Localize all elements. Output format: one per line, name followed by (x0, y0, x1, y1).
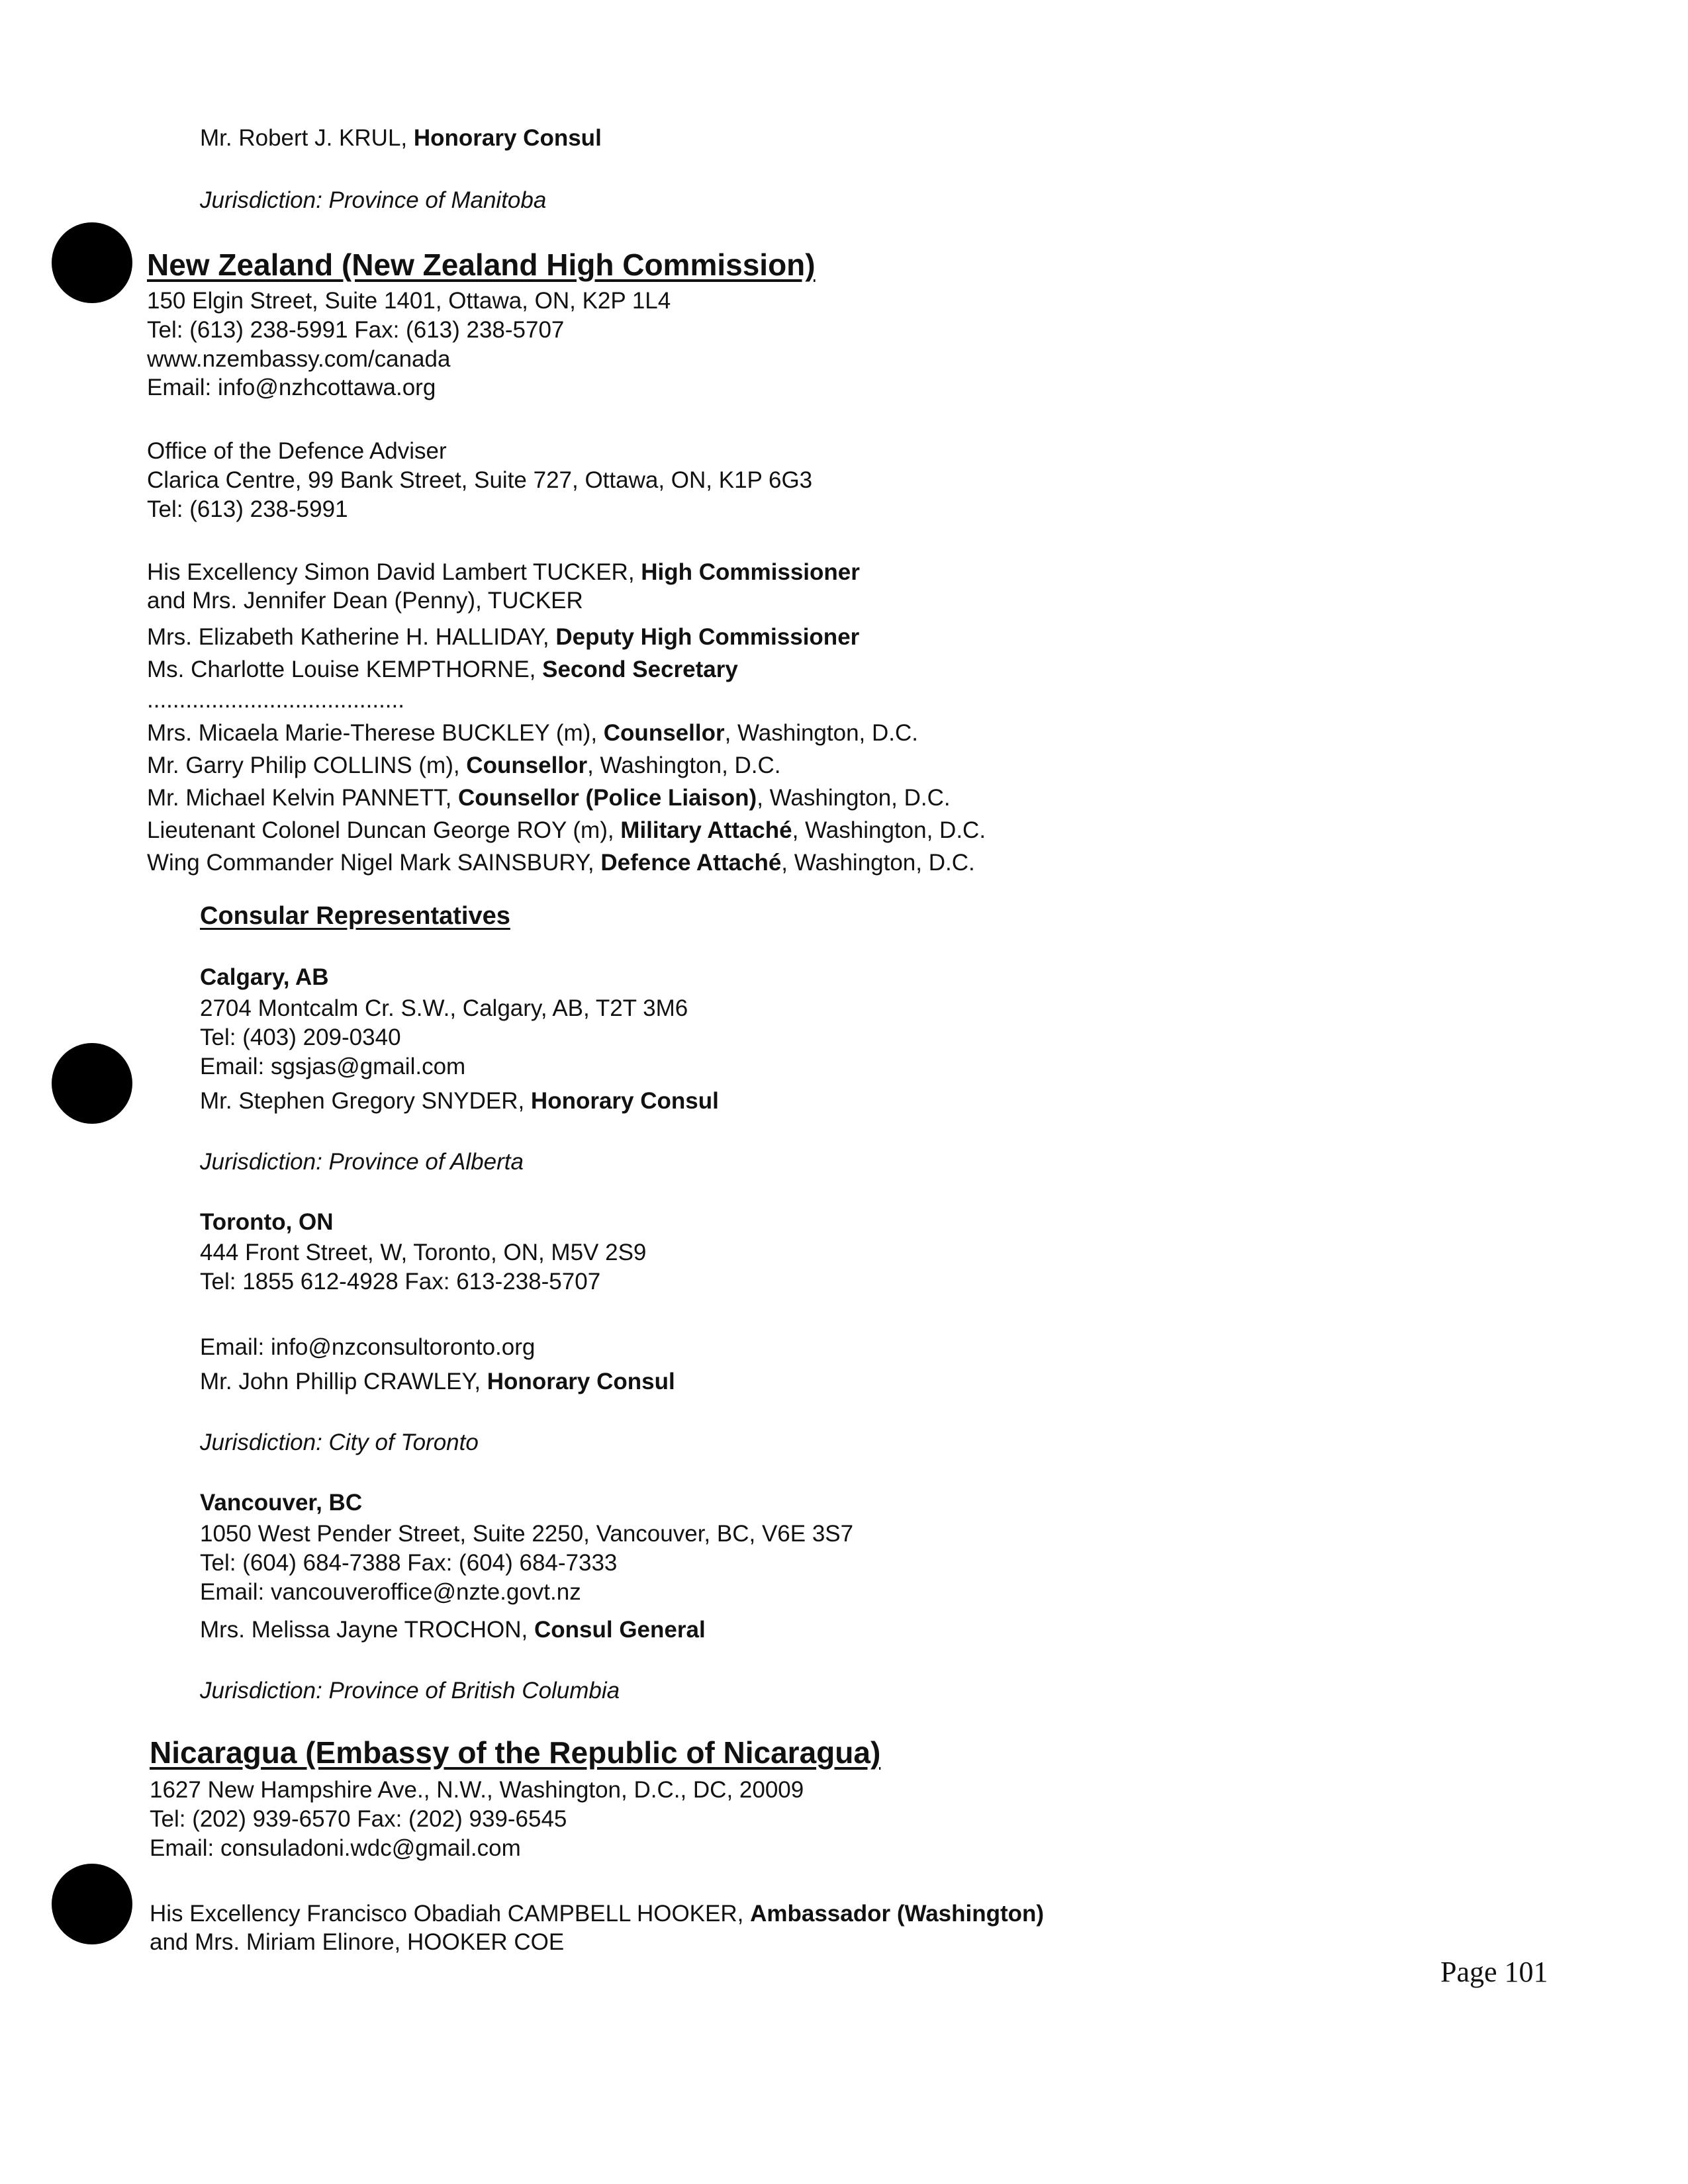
consulate-jurisdiction: Jurisdiction: Province of Alberta (200, 1149, 524, 1175)
phone-line: Tel: (403) 209-0340 (200, 1024, 401, 1050)
staff-name: Mrs. Elizabeth Katherine H. HALLIDAY, (147, 624, 556, 650)
staff-name: Mrs. Micaela Marie-Therese BUCKLEY (m), (147, 720, 604, 746)
phone-line: Tel: (202) 939-6570 Fax: (202) 939-6545 (150, 1805, 567, 1832)
separator-dots: ........................................ (147, 687, 404, 713)
staff-location: , Washington, D.C. (587, 752, 781, 778)
staff-location: , Washington, D.C. (792, 817, 986, 843)
nicaragua-heading: Nicaragua (Embassy of the Republic of Nicaragua) (150, 1735, 881, 1770)
consul-line (200, 1367, 675, 1396)
consul-line (200, 1087, 719, 1116)
website-link[interactable]: www.nzembassy.com/canada (147, 345, 451, 372)
staff-title: Ambassador (Washington) (750, 1901, 1045, 1927)
consulate-jurisdiction: Jurisdiction: City of Toronto (200, 1430, 479, 1455)
consulate-jurisdiction: Jurisdiction: Province of British Columbia (200, 1678, 620, 1704)
top-person-title: Honorary Consul (413, 125, 602, 151)
staff-name: Mr. Michael Kelvin PANNETT, (147, 785, 459, 811)
staff-title: Defence Attaché (600, 850, 782, 876)
address-line: 2704 Montcalm Cr. S.W., Calgary, AB, T2T 3M6 (200, 995, 688, 1021)
staff-line (147, 623, 859, 652)
defence-office (147, 437, 812, 523)
consular-representatives-heading: Consular Representatives (200, 902, 510, 930)
address-line: Tel: (613) 238-5991 Fax: (613) 238-5707 (147, 316, 565, 343)
staff-location: , Washington, D.C. (781, 850, 975, 876)
phone-line: Tel: (604) 684-7388 Fax: (604) 684-7333 (200, 1549, 618, 1576)
top-person-line (200, 124, 602, 153)
consulate-contact (200, 1238, 646, 1297)
staff-name: Wing Commander Nigel Mark SAINSBURY, (147, 850, 601, 876)
top-jurisdiction: Jurisdiction: Province of Manitoba (200, 187, 547, 213)
email-link[interactable]: Email: consuladoni.wdc@gmail.com (150, 1835, 521, 1861)
staff-location: , Washington, D.C. (724, 720, 919, 746)
consul-name: Mr. John Phillip CRAWLEY, (200, 1369, 487, 1394)
staff-name: and Mrs. Miriam Elinore, HOOKER COE (150, 1929, 565, 1955)
consulate-contact (200, 1520, 853, 1606)
staff-line (147, 655, 738, 684)
staff-name: His Excellency Simon David Lambert TUCKER, (147, 559, 641, 585)
staff-spouse-line (150, 1928, 564, 1957)
consulate-contact (200, 994, 688, 1081)
page-number: Page 101 (1440, 1956, 1548, 1988)
address-line: Clarica Centre, 99 Bank Street, Suite 727, Ottawa, ON, K1P 6G3 (147, 467, 813, 493)
consul-name: Mrs. Melissa Jayne TROCHON, (200, 1617, 534, 1643)
punch-hole-middle (52, 1043, 132, 1124)
staff-title: Counsellor (Police Liaison) (458, 785, 757, 811)
address-line: 1050 West Pender Street, Suite 2250, Vancouver, BC, V6E 3S7 (200, 1521, 854, 1547)
top-person-name: Mr. Robert J. KRUL, (200, 125, 414, 151)
staff-title: Counsellor (603, 720, 725, 746)
consulate-city: Toronto, ON (200, 1209, 334, 1235)
staff-name: His Excellency Francisco Obadiah CAMPBELL HOOKER, (150, 1901, 751, 1927)
staff-name: Ms. Charlotte Louise KEMPTHORNE, (147, 657, 543, 682)
consul-name: Mr. Stephen Gregory SNYDER, (200, 1088, 531, 1114)
email-link[interactable]: Email: sgsjas@gmail.com (200, 1053, 466, 1079)
address-line: 150 Elgin Street, Suite 1401, Ottawa, ON, K2P 1L4 (147, 288, 671, 314)
staff-name: Lieutenant Colonel Duncan George ROY (m), (147, 817, 621, 843)
staff-title: Second Secretary (542, 657, 738, 682)
staff-line (147, 846, 986, 879)
consulate-city: Calgary, AB (200, 964, 329, 990)
staff-line (147, 717, 986, 749)
consul-title: Honorary Consul (530, 1088, 719, 1114)
staff-title: Counsellor (466, 752, 588, 778)
punch-hole-bottom (52, 1864, 132, 1944)
punch-hole-top (52, 222, 132, 303)
email-link[interactable]: Email: vancouveroffice@nzte.govt.nz (200, 1578, 581, 1605)
address-line: Tel: (613) 238-5991 (147, 496, 348, 522)
defence-office-title: Office of the Defence Adviser (147, 438, 447, 464)
new-zealand-heading: New Zealand (New Zealand High Commission) (147, 248, 816, 282)
address-line: 444 Front Street, W, Toronto, ON, M5V 2S9 (200, 1240, 647, 1265)
consul-title: Consul General (534, 1617, 706, 1643)
staff-name: and Mrs. Jennifer Dean (Penny), TUCKER (147, 588, 583, 614)
staff-name: Mr. Garry Philip COLLINS (m), (147, 752, 467, 778)
washington-staff (147, 717, 986, 879)
staff-line (147, 814, 986, 846)
new-zealand-address (147, 287, 671, 402)
consulate-city: Vancouver, BC (200, 1490, 363, 1516)
email-link[interactable]: Email: info@nzhcottawa.org (147, 375, 436, 401)
staff-spouse-line (147, 586, 583, 615)
staff-title: Military Attaché (620, 817, 792, 843)
staff-line (147, 558, 860, 587)
consul-line (200, 1615, 706, 1645)
staff-location: , Washington, D.C. (757, 785, 951, 811)
address-line: 1627 New Hampshire Ave., N.W., Washington, D.C., DC, 20009 (150, 1777, 804, 1803)
nicaragua-address (150, 1776, 804, 1862)
staff-title: High Commissioner (641, 559, 860, 585)
staff-line (147, 782, 986, 814)
email-link[interactable]: Email: info@nzconsultoronto.org (200, 1334, 536, 1360)
consul-title: Honorary Consul (487, 1369, 675, 1394)
staff-line (147, 749, 986, 782)
staff-line (150, 1899, 1044, 1929)
phone-line: Tel: 1855 612-4928 Fax: 613-238-5707 (200, 1268, 601, 1295)
staff-title: Deputy High Commissioner (555, 624, 860, 650)
